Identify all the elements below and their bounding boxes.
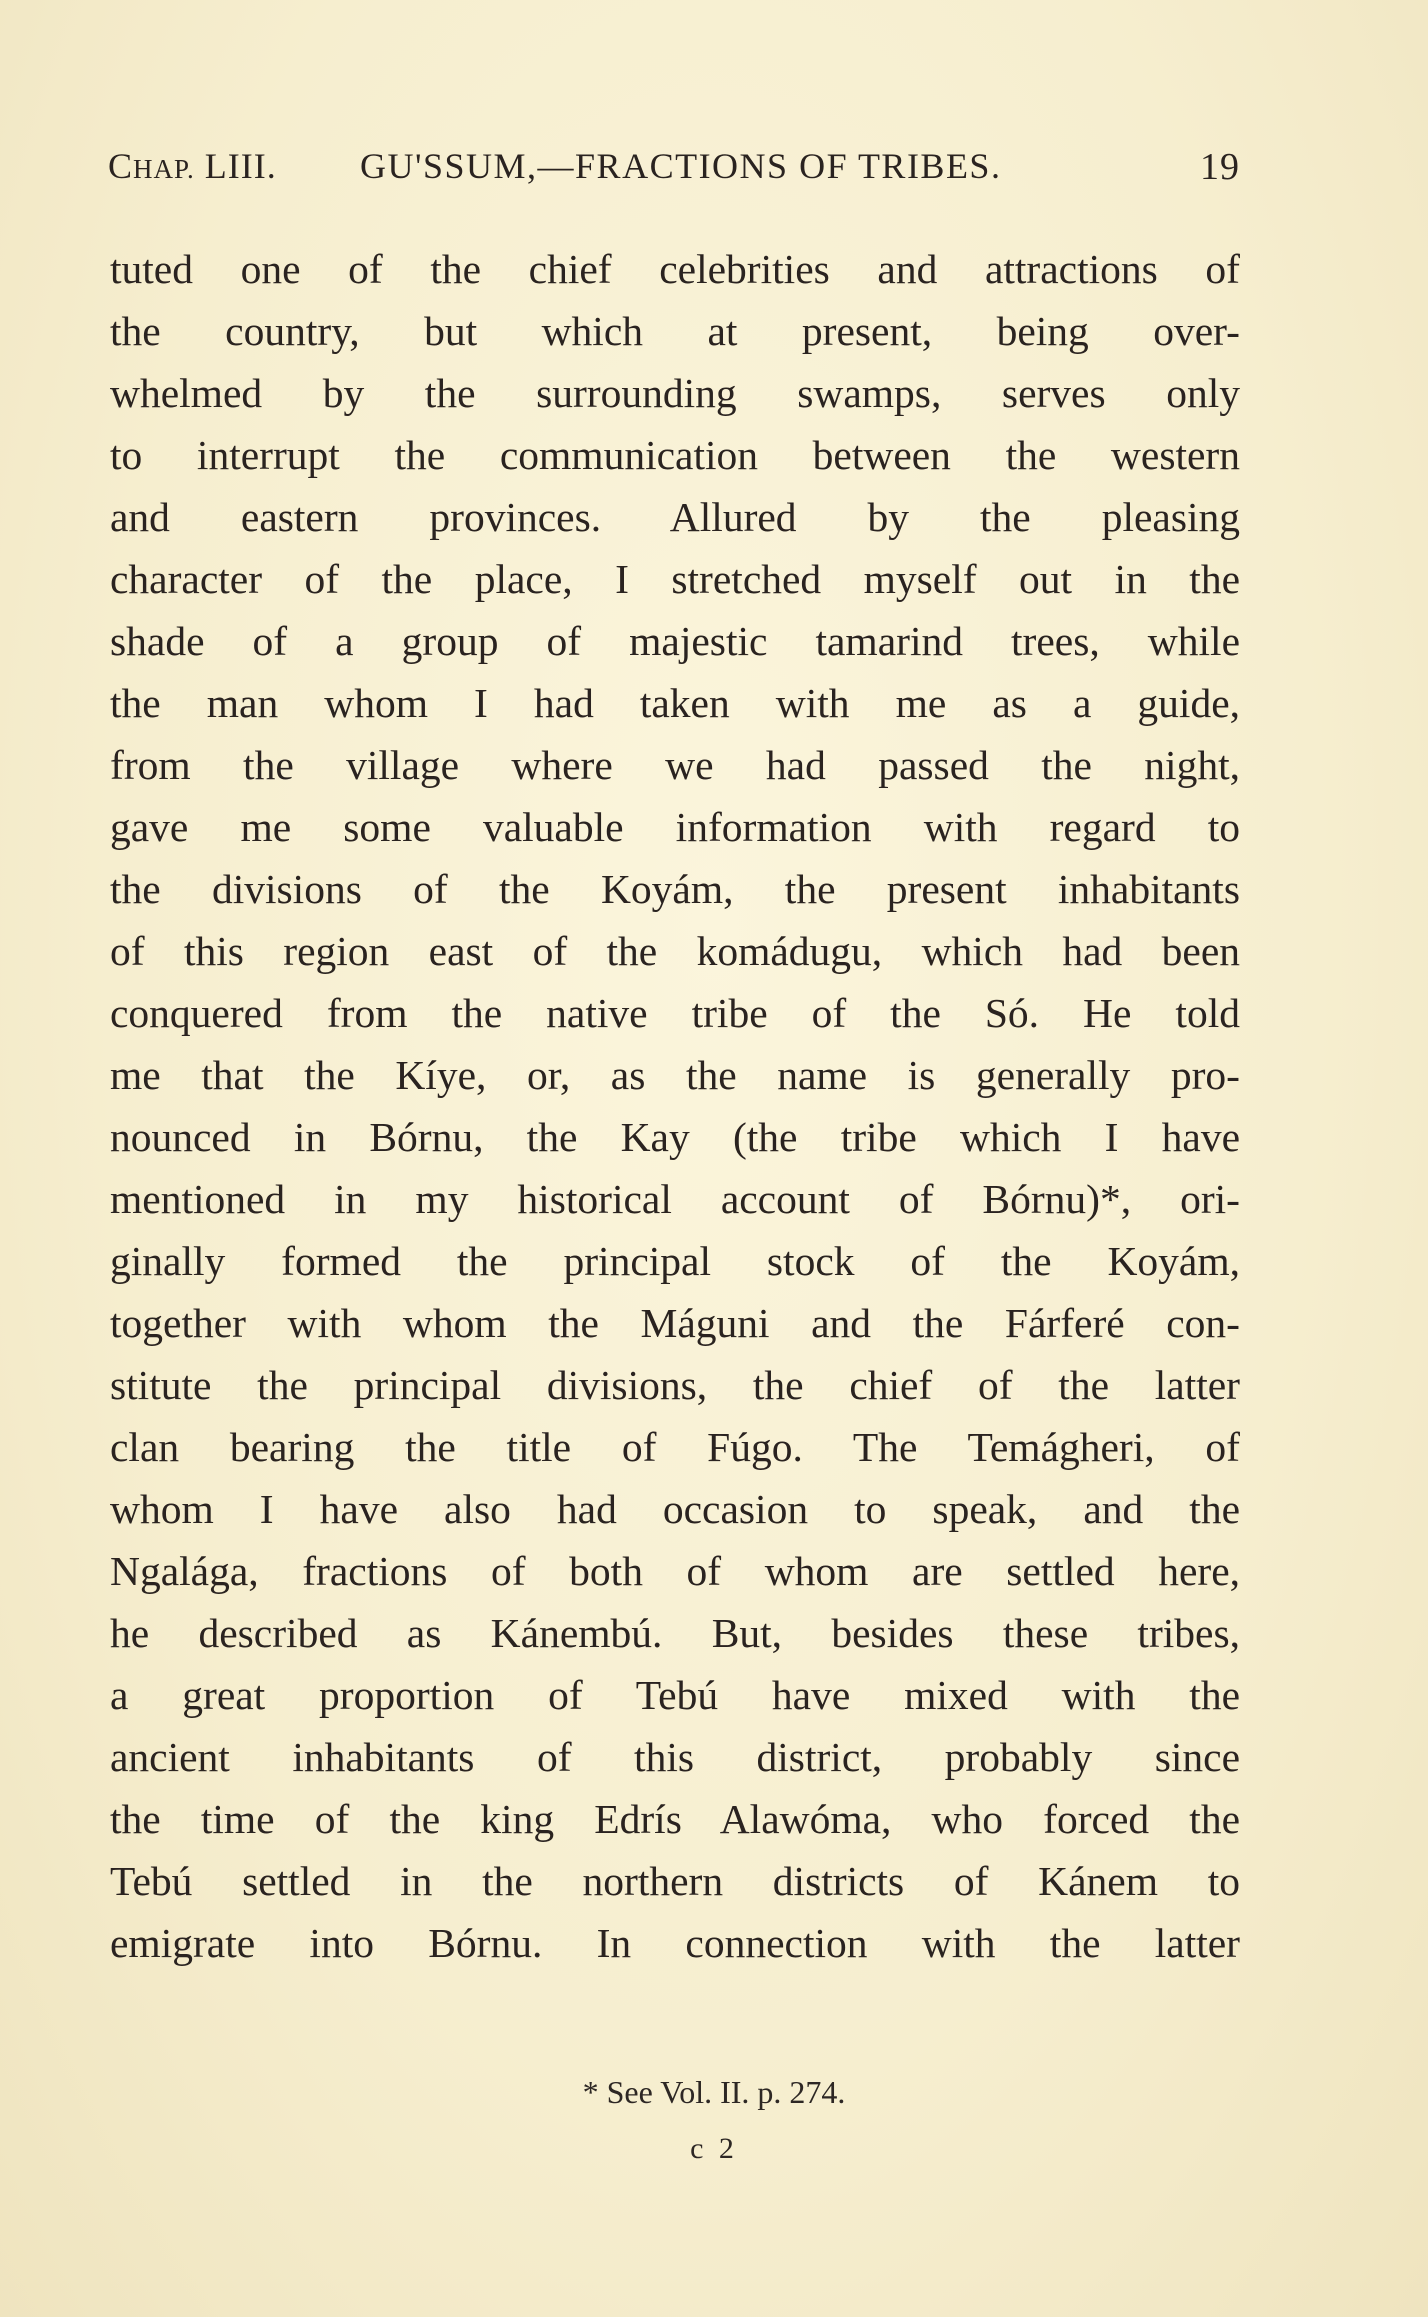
text-line: ancient inhabitants of this district, probably since [110,1734,1240,1780]
running-title: GU'SSUM,—FRACTIONS OF TRIBES. [360,146,1002,186]
text-line: the divisions of the Koyám, the present inhabitants [110,866,1240,912]
page-number: 19 [1200,146,1240,188]
text-line: me that the Kíye, or, as the name is generally pro- [110,1052,1240,1098]
text-line: emigrate into Bórnu. In connection with the latter [110,1920,1240,1966]
text-line: whelmed by the surrounding swamps, serves only [110,370,1240,416]
text-line: character of the place, I stretched myself out in the [110,556,1240,602]
text-line: clan bearing the title of Fúgo. The Temágheri, of [110,1424,1240,1470]
text-line: he described as Kánembú. But, besides these tribes, [110,1610,1240,1656]
text-line: together with whom the Máguni and the Fárferé con- [110,1300,1240,1346]
text-line: mentioned in my historical account of Bórnu)*, ori- [110,1176,1240,1222]
text-line: a great proportion of Tebú have mixed with the [110,1672,1240,1718]
text-line: shade of a group of majestic tamarind trees, while [110,618,1240,664]
footnote: * See Vol. II. p. 274. [582,2074,846,2110]
text-line: Tebú settled in the northern districts of Kánem to [110,1858,1240,1904]
running-header [108,145,1240,195]
text-line: the time of the king Edrís Alawóma, who forced the [110,1796,1240,1842]
text-line: Ngalága, fractions of both of whom are settled here, [110,1548,1240,1594]
text-line: conquered from the native tribe of the Só. He told [110,990,1240,1036]
text-line: stitute the principal divisions, the chief of the latter [110,1362,1240,1408]
text-line: from the village where we had passed the night, [110,742,1240,788]
text-line: nounced in Bórnu, the Kay (the tribe which I have [110,1114,1240,1160]
body-text [110,238,1240,1974]
chapter-label: CHAP. LIII. [108,146,277,186]
text-line: ginally formed the principal stock of the Koyám, [110,1238,1240,1284]
text-line: to interrupt the communication between the western [110,432,1240,478]
chapter-number: LIII. [204,146,277,186]
text-line: tuted one of the chief celebrities and attractions of [110,246,1240,292]
signature-mark: c 2 [690,2132,738,2165]
text-line: the country, but which at present, being over- [110,308,1240,354]
text-line: the man whom I had taken with me as a guide, [110,680,1240,726]
text-line: whom I have also had occasion to speak, and the [110,1486,1240,1532]
text-line: of this region east of the komádugu, which had been [110,928,1240,974]
text-line: and eastern provinces. Allured by the pleasing [110,494,1240,540]
text-line: gave me some valuable information with regard to [110,804,1240,850]
